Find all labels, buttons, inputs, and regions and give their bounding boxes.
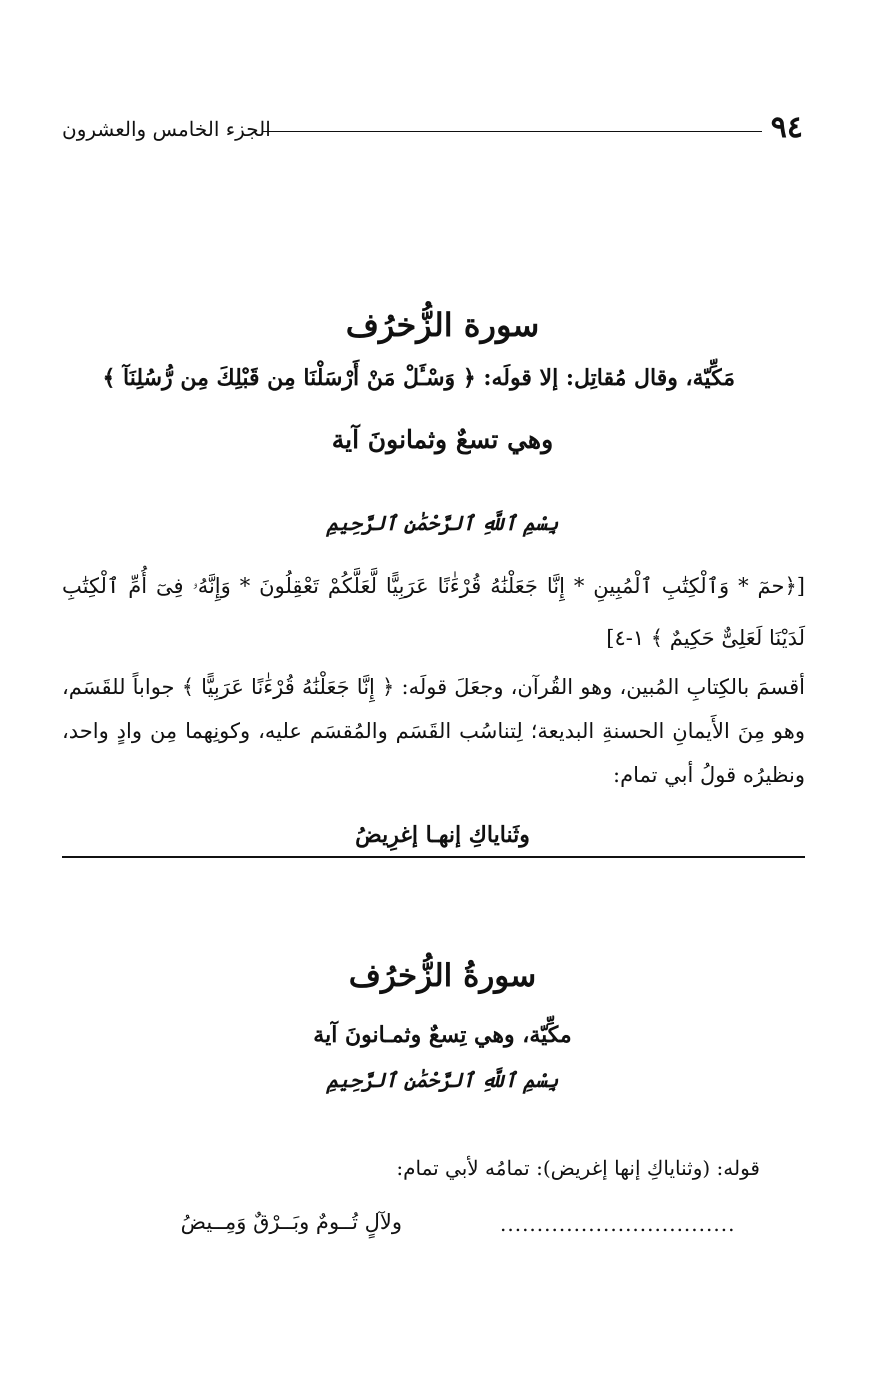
running-title: الجزء الخامس والعشرون bbox=[62, 117, 271, 141]
header-rule bbox=[262, 131, 762, 132]
surah-title: سورة الزُّخرُف bbox=[345, 306, 540, 344]
verse-count: وهي تسعٌ وثمانونَ آية bbox=[331, 425, 554, 454]
page-number: ٩٤ bbox=[770, 110, 803, 145]
poem-second-hemistich: ولآلٍ تُــومٌ وبَــرْقٌ وَمِــيضُ bbox=[180, 1210, 402, 1234]
basmala-alt: بِسْمِ ٱللَّهِ ٱلرَّحْمَٰنِ ٱلرَّحِيمِ bbox=[326, 1068, 559, 1092]
commentary-paragraph: أقسمَ بالكِتابِ المُبين، وهو القُرآن، وجعَلَ قولَه: ﴿ إِنَّا جَعَلْنَٰهُ قُرْءَٰنًا عَرَبِيًّا ﴾ جواباً للقَسَم، وهو مِنَ الأَيمانِ الحسنةِ البديعة؛ لِتناسُب القَسَم والمُقسَم عليه، وكونِهما مِن وادٍ واحد، ونظيرُه قولُ أبي تمام: bbox=[62, 675, 805, 787]
footnote-text: قوله: (وثناياكِ إنها إغريض): تمامُه لأبي تمام: bbox=[396, 1156, 760, 1180]
basmala: بِسْمِ ٱللَّهِ ٱلرَّحْمَٰنِ ٱلرَّحِيمِ bbox=[326, 511, 559, 535]
verse-count-alt: مكِّيّة، وهي تِسعٌ وثمـانونَ آية bbox=[313, 1022, 572, 1048]
section-divider bbox=[62, 856, 805, 858]
surah-title-alt: سورةُ الزُّخرُف bbox=[348, 958, 537, 994]
surah-intro-line: مَكِّيّة، وقال مُقاتِل: إلا قولَه: ﴿ وَسْـَٔلْ مَنْ أَرْسَلْنَا مِن قَبْلِكَ مِن رُّسُلِنَآ ﴾ bbox=[102, 365, 735, 391]
quran-verses: [﴿حمٓ * وَٱلْكِتَٰبِ ٱلْمُبِينِ * إِنَّا جَعَلْنَٰهُ قُرْءَٰنًا عَرَبِيًّا لَّعَلَّكُمْ تَعْقِلُونَ * وَإِنَّهُۥ فِىٓ أُمِّ ٱلْكِتَٰبِ لَدَيْنَا لَعَلِىٌّ حَكِيمٌ ﴾ ١-٤] bbox=[62, 574, 805, 650]
poem-line: وثَناياكِ إنهـا إغرِيضُ bbox=[355, 822, 530, 848]
poem-first-hemistich-dots: ................................ bbox=[500, 1212, 736, 1236]
